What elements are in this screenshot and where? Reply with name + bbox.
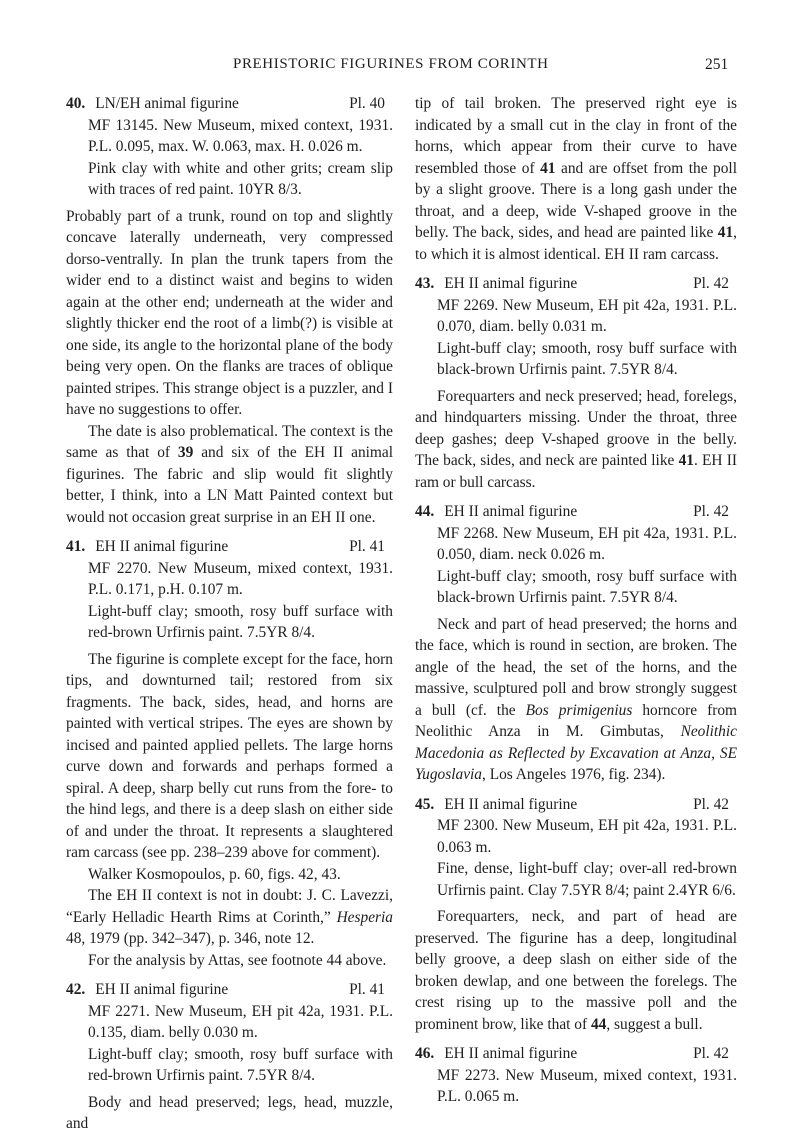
- entry-number: 42.: [66, 981, 86, 998]
- plate-reference: Pl. 40: [349, 95, 385, 112]
- left-column: [66, 93, 393, 1135]
- entry-heading-43: [415, 273, 737, 295]
- entry-heading-46: [415, 1043, 737, 1065]
- entry-number: 46.: [415, 1045, 435, 1062]
- spec-line: MF 2300. New Museum, EH pit 42a, 1931. P.L. 0.063 m.: [437, 817, 737, 856]
- entry-description: Body and head preserved; legs, head, muzzle, and: [66, 1093, 393, 1132]
- entry-description: The figurine is complete except for the face, horn tips, and downturned tail; restored from six fragments. The back, sides, head, and horns are painted with vertical stripes. The eyes are shown by incised and painted applied pellets. The large horns curve down and forwards and perhaps formed a spiral. A deep, sharp belly cut runs from the fore- to the hind legs, and there is a deep slash on either side of and under the throat. It represents a slaughtered ram carcass (see pp. 238–239 above for comment).: [66, 650, 393, 861]
- running-title: PREHISTORIC FIGURINES FROM CORINTH: [233, 56, 549, 72]
- entry-spec-44: [415, 523, 737, 609]
- entry-spec-42: [66, 1001, 393, 1087]
- catalogue-ref: 44: [590, 1015, 607, 1033]
- spec-line: MF 2271. New Museum, EH pit 42a, 1931. P.L. 0.135, diam. belly 0.030 m.: [88, 1002, 393, 1041]
- page-number: 251: [705, 56, 729, 73]
- spec-line: Light-buff clay; smooth, rosy buff surface with black-brown Urfirnis paint. 7.5YR 8/4.: [437, 339, 737, 378]
- running-head: [0, 56, 798, 78]
- entry-description-continued: tip of tail broken. The preserved right eye is indicated by a small cut in the clay in front of the horns, which appear from their curve to have resembled those of 41 and are offset from the poll by a slight groove. There is a long gash under the throat, and a deep, wide V-shaped groove in the belly. The back, sides, and head are painted like 41, to which it is almost identical. EH II ram carcass.: [415, 95, 737, 263]
- entry-description: Probably part of a trunk, round on top and slightly concave laterally underneath, very compressed dorso-ventrally. In plan the trunk tapers from the wider end to a distinct waist and begins to widen again at the other end; underneath at the wider and slightly thicker end the root of a limb(?) is visible at one side, its angle to the horizontal plane of the body being very open. On the flanks are traces of oblique painted stripes. This strange object is a puzzler, and I have no suggestions to offer.: [66, 207, 393, 418]
- journal-title: Hesperia: [336, 908, 393, 926]
- catalogue-ref: 41: [540, 159, 556, 177]
- catalogue-ref: 41: [678, 452, 694, 469]
- entry-heading-41: [66, 536, 393, 558]
- spec-line: MF 2269. New Museum, EH pit 42a, 1931. P.L. 0.070, diam. belly 0.031 m.: [437, 296, 737, 335]
- entry-title: EH II animal figurine: [444, 795, 578, 813]
- spec-line: MF 2268. New Museum, EH pit 42a, 1931. P.L. 0.050, diam. neck 0.026 m.: [437, 524, 737, 563]
- spec-line: Fine, dense, light-buff clay; over-all red-brown Urfirnis paint. Clay 7.5YR 8/4; paint 2.4YR 6/6.: [437, 860, 737, 899]
- entry-spec-43: [415, 295, 737, 381]
- entry-spec-40: [66, 115, 393, 201]
- entry-spec-41: [66, 558, 393, 644]
- entry-number: 44.: [415, 503, 435, 520]
- plate-reference: Pl. 42: [693, 1045, 729, 1062]
- entry-heading-40: [66, 93, 393, 115]
- entry-number: 43.: [415, 275, 435, 292]
- entry-note: For the analysis by Attas, see footnote 44 above.: [88, 951, 387, 969]
- entry-description: Neck and part of head preserved; the horns and the face, which is round in section, are broken. The angle of the head, the set of the horns, and the massive, sculptured poll and brow strongly suggest a bull (cf. the Bos primigenius horncore from Neolithic Anza in M. Gimbutas, Neolithic Macedonia as Reflected by Excavation at Anza, SE Yugoslavia, Los Angeles 1976, fig. 234).: [415, 615, 737, 783]
- entry-title: EH II animal figurine: [444, 1045, 578, 1062]
- plate-reference: Pl. 42: [693, 275, 729, 292]
- plate-reference: Pl. 41: [349, 538, 385, 555]
- plate-reference: Pl. 42: [693, 795, 729, 813]
- spec-line: Light-buff clay; smooth, rosy buff surface with black-brown Urfirnis paint. 7.5YR 8/4.: [437, 567, 737, 606]
- entry-spec-45: [415, 815, 737, 901]
- spec-line: Light-buff clay; smooth, rosy buff surface with red-brown Urfirnis paint. 7.5YR 8/4.: [88, 1045, 393, 1084]
- entry-description: Forequarters, neck, and part of head are preserved. The figurine has a deep, longitudinal belly groove, a deep slash on either side of the broken dewlap, and one between the forelegs. The crest rising up to the massive poll and the prominent brow, like that of 44, suggest a bull.: [415, 908, 737, 1033]
- spec-line: MF 2273. New Museum, mixed context, 1931. P.L. 0.065 m.: [437, 1066, 737, 1105]
- spec-line: MF 2270. New Museum, mixed context, 1931. P.L. 0.171, p.H. 0.107 m.: [88, 559, 393, 598]
- entry-title: LN/EH animal figurine: [95, 95, 239, 112]
- entry-title: EH II animal figurine: [444, 503, 578, 520]
- bibliography-line: Walker Kosmopoulos, p. 60, figs. 42, 43.: [88, 865, 341, 883]
- entry-title: EH II animal figurine: [95, 538, 229, 555]
- entry-spec-46: [415, 1065, 737, 1108]
- spec-line: Pink clay with white and other grits; cream slip with traces of red paint. 10YR 8/3.: [88, 159, 393, 198]
- entry-title: EH II animal figurine: [444, 275, 578, 292]
- taxon-name: Bos primigenius: [525, 701, 633, 719]
- entry-heading-44: [415, 501, 737, 523]
- plate-reference: Pl. 41: [349, 981, 385, 998]
- entry-title: EH II animal figurine: [95, 981, 229, 998]
- entry-description: The date is also problematical. The context is the same as that of 39 and six of the EH II animal figurines. The fabric and slip would fit slightly better, I think, into a LN Matt Painted context but would not occasion great surprise in an EH II one.: [66, 422, 394, 526]
- entry-number: 40.: [66, 95, 86, 112]
- plate-reference: Pl. 42: [693, 503, 729, 520]
- entry-heading-42: [66, 979, 393, 1001]
- catalogue-ref: 41: [717, 224, 734, 241]
- entry-heading-45: [415, 794, 737, 816]
- spec-line: Light-buff clay; smooth, rosy buff surface with red-brown Urfirnis paint. 7.5YR 8/4.: [88, 602, 393, 641]
- catalogue-ref: 39: [177, 444, 194, 461]
- entry-description: Forequarters and neck preserved; head, forelegs, and hindquarters missing. Under the throat, three deep gashes; deep V-shaped groove in the belly. The back, sides, and neck are painted like 41. EH II ram or bull carcass.: [415, 387, 737, 491]
- entry-description: The EH II context is not in doubt: J. C. Lavezzi, “Early Helladic Hearth Rims at Corinth,” Hesperia 48, 1979 (pp. 342–347), p. 346, note 12.: [66, 887, 393, 947]
- entry-number: 45.: [415, 795, 435, 813]
- entry-number: 41.: [66, 538, 86, 555]
- book-title: Neolithic Macedonia as Reflected by Excavation at Anza, SE Yugoslavia: [415, 723, 737, 783]
- spec-line: MF 13145. New Museum, mixed context, 1931. P.L. 0.095, max. W. 0.063, max. H. 0.026 m.: [88, 116, 393, 155]
- right-column: [415, 93, 737, 1108]
